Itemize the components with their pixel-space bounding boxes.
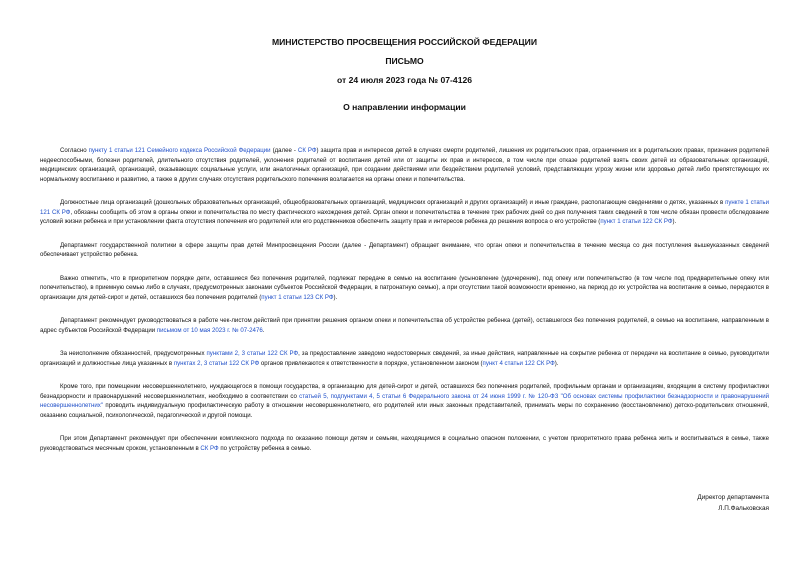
- paragraph-text: За неисполнение обязанностей, предусмотренных: [60, 350, 207, 357]
- body-paragraph: [40, 241, 769, 260]
- paragraph-text: ).: [333, 293, 338, 301]
- letter-body: [40, 146, 769, 453]
- body-paragraph: [40, 349, 769, 368]
- body-paragraph: [40, 198, 769, 227]
- paragraph-text: по устройству ребенка в семью.: [218, 444, 312, 452]
- body-paragraph: [40, 382, 769, 420]
- ministry-heading: МИНИСТЕРСТВО ПРОСВЕЩЕНИЯ РОССИЙСКОЙ ФЕДЕРАЦИИ: [271, 37, 538, 47]
- paragraph-text: .: [262, 326, 265, 334]
- legal-reference-link[interactable]: СК РФ: [200, 444, 219, 452]
- legal-reference-link[interactable]: СК РФ: [297, 147, 317, 154]
- paragraph-text: органов привлекаются к ответственности в порядке, установленном законом (: [259, 359, 483, 367]
- paragraph-text: проводить индивидуальную профилактическую работу в отношении несовершеннолетнего, его родителей или иных законных представителей, принимать меры по сохранению (восстановлению) детско-родительских отношений, оказанию социальной, психологической, педагогической и другой помощи.: [40, 402, 769, 419]
- legal-reference-link[interactable]: пункт 4 статьи 122 СК РФ: [482, 359, 555, 367]
- document-kind-heading: ПИСЬМО: [385, 56, 424, 66]
- paragraph-text: Кроме того, при помещении несовершеннолетнего, нуждающегося в помощи государства, в организацию для детей-сирот и детей, оставшихся без попечения родителей, профильным органам и организациям, входящим в систему профилактики безнадзорности и правонарушений несовершеннолетних, необходимо в соответствии со: [40, 383, 769, 400]
- legal-reference-link[interactable]: пунктами 2, 3 статьи 122 СК РФ: [206, 350, 299, 357]
- paragraph-text: Должностные лица организаций (дошкольных образовательных организаций, общеобразовательных организаций, медицинских организаций и других организаций) и иные граждане, располагающие сведениями о детях, указанных в: [60, 199, 726, 206]
- legal-reference-link[interactable]: пункт 1 статьи 122 СК РФ: [600, 218, 673, 225]
- signature-title: Директор департамента: [697, 494, 769, 501]
- paragraph-text: Согласно: [60, 147, 89, 154]
- legal-reference-link[interactable]: пункту 1 статьи 121 Семейного кодекса Российской Федерации: [88, 147, 271, 154]
- document-date-number: от 24 июля 2023 года № 07-4126: [336, 75, 473, 85]
- body-paragraph: [40, 434, 769, 453]
- legal-reference-link[interactable]: пункте 1 статьи 121 СК РФ: [40, 199, 769, 216]
- legal-reference-link[interactable]: письмом от 10 мая 2023 г. № 07-2476: [156, 326, 263, 334]
- body-paragraph: [40, 274, 769, 303]
- paragraph-text: При этом Департамент рекомендует при обеспечении комплексного подхода по оказанию помощи детям и семьям, находящимся в социально опасном положении, с учетом приоритетного права ребенка жить и воспитываться в семье, также руководствоваться месячным сроком, установленным в: [40, 435, 769, 452]
- paragraph-text: Важно отметить, что в приоритетном порядке дети, оставшиеся без попечения родителей, подлежат передаче в семью на воспитание (усыновление (удочерение), под опеку или попечительство (в том числе под предварительные опеку или попечительство), в приемную семью либо в случаях, предусмотренных законами субъектов Российской Федерации, в патронатную семью), а при отсутствии такой возможности временно, на период до их устройства на воспитание в семью, передаются в организации для детей-сирот и детей, оставшихся без попечения родителей (: [40, 274, 769, 301]
- paragraph-text: Департамент государственной политики в сфере защиты прав детей Минпросвещения России (далее - Департамент) обращает внимание, что орган опеки и попечительства в течение месяца со дня поступления вышеуказанных сведений обеспечивает устройство ребенка.: [40, 241, 769, 258]
- legal-reference-link[interactable]: статьей 5, подпунктами 4, 5 статьи 6 Федерального закона от 24 июня 1999 г. № 120-ФЗ "Об основах системы профилактики безнадзорности и правонарушений несовершеннолетних": [40, 392, 769, 409]
- paragraph-text: ) защита прав и интересов детей в случаях смерти родителей, лишения их родительских прав, ограничения их в родительских правах, признания родителей недееспособными, болезни родителей, длительного отсутствия родителей, уклонения родителей от воспитания детей или от защиты их прав и интересов, в том числе при отказе родителей взять своих детей из образовательных организаций, медицинских организаций, организаций, оказывающих социальные услуги, или аналогичных организаций, при создании действиями или бездействием родителей условий, представляющих угрозу жизни или здоровью детей либо препятствующих их нормальному воспитанию и развитию, а также в других случаях отсутствия родительского попечения возлагается на органы опеки и попечительства.: [40, 147, 769, 183]
- legal-reference-link[interactable]: пунктах 2, 3 статьи 122 СК РФ: [173, 359, 260, 367]
- paragraph-text: ).: [672, 218, 677, 225]
- paragraph-text: (далее -: [270, 147, 298, 154]
- paragraph-text: , обязаны сообщить об этом в органы опеки и попечительства по месту фактического нахождения детей. Орган опеки и попечительства в течение трех рабочих дней со дня получения таких сведений в том числе обязан провести обследование условий жизни ребенка и при установлении факта отсутствия попечения его родителей или его родственников обеспечить защиту прав и интересов ребенка до решения вопроса о его устройстве (: [40, 208, 770, 225]
- body-paragraph: [40, 316, 769, 335]
- legal-reference-link[interactable]: пункт 1 статьи 123 СК РФ: [261, 293, 334, 301]
- paragraph-text: ).: [554, 359, 559, 367]
- body-paragraph: [40, 146, 769, 184]
- paragraph-text: , за предоставление заведомо недостоверных сведений, за иные действия, направленные на сокрытие ребенка от передачи на воспитание в семью, руководители организаций и должностные лица указанных в: [40, 350, 770, 367]
- document-subject: О направлении информации: [343, 102, 466, 112]
- paragraph-text: Департамент рекомендует руководствоваться в работе чек-листом действий при принятии решения органом опеки и попечительства об устройстве ребенка (детей), оставшегося без попечения родителей, в семью на воспитание, направленным в адрес субъектов Российской Федерации: [40, 317, 769, 334]
- signature-name: Л.П.Фальковская: [718, 505, 769, 512]
